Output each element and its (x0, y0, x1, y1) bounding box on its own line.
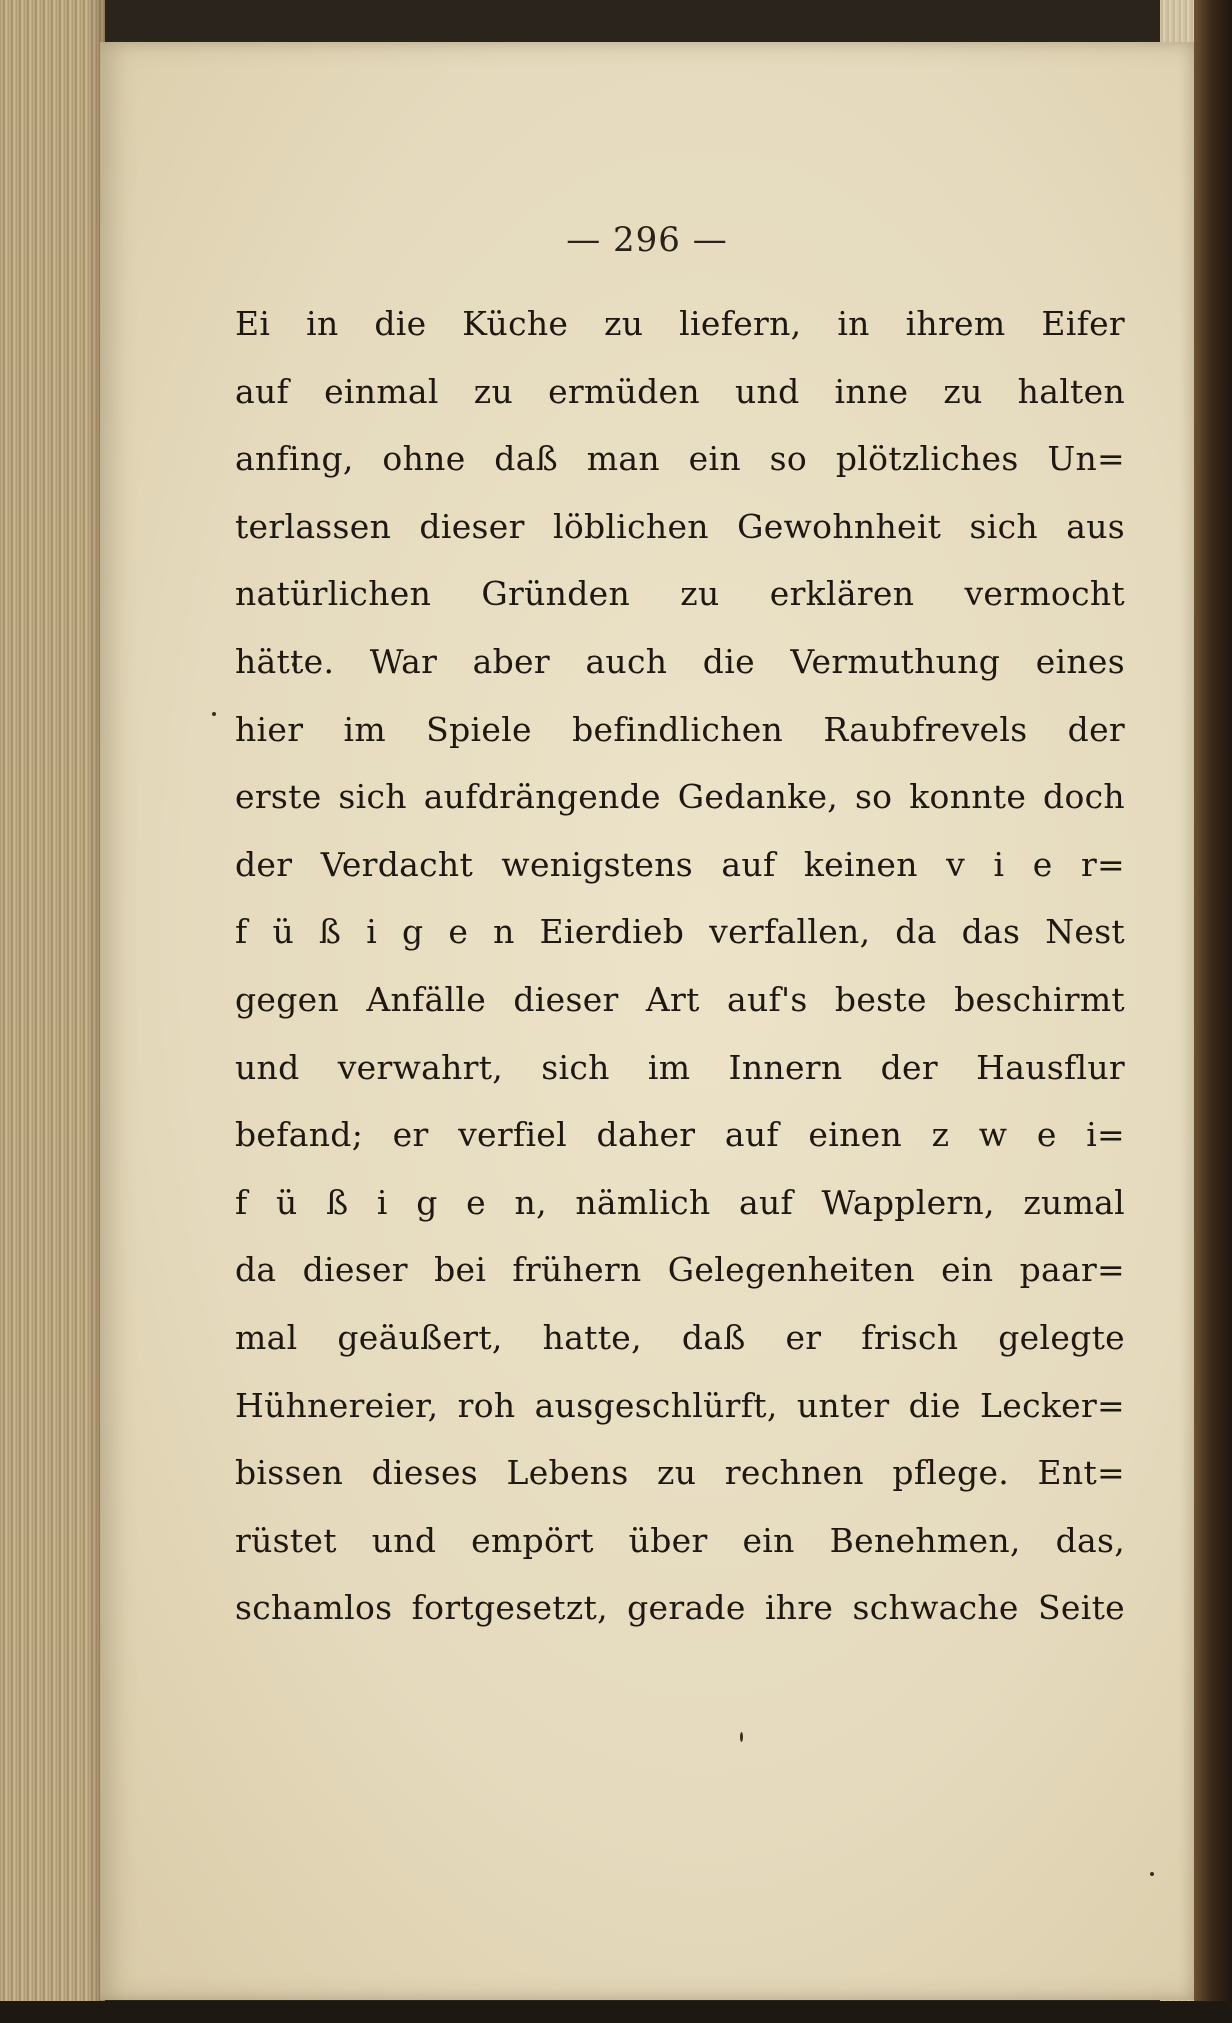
book-edge-bottom (0, 2001, 1232, 2023)
paper-speck (740, 1732, 743, 1742)
text-line: hier im Spiele befindlichen Raubfrevels der (235, 709, 1125, 749)
paper-speck (212, 712, 216, 716)
text-line: der Verdacht wenigstens auf keinen v i e r= (235, 844, 1125, 884)
text-line: erste sich aufdrängende Gedanke, so konnte doch (235, 777, 1125, 817)
text-line: mal geäußert, hatte, daß er frisch gelegte (235, 1317, 1125, 1357)
text-line: rüstet und empört über ein Benehmen, das, (235, 1520, 1125, 1560)
text-line: natürlichen Gründen zu erklären vermocht (235, 574, 1125, 614)
paper-speck (1150, 1872, 1154, 1876)
text-line: anfing, ohne daß man ein so plötzliches Un= (235, 439, 1125, 479)
text-line: gegen Anfälle dieser Art auf's beste beschirmt (235, 979, 1125, 1019)
page-number: — 296 — (566, 220, 728, 260)
text-line: terlassen dieser löblichen Gewohnheit sich aus (235, 506, 1125, 546)
text-line: schamlos fortgesetzt, gerade ihre schwache Seite (235, 1588, 1125, 1628)
text-line: befand; er verfiel daher auf einen z w e i= (235, 1115, 1125, 1155)
text-line: da dieser bei frühern Gelegenheiten ein paar= (235, 1250, 1125, 1290)
text-line: hätte. War aber auch die Vermuthung eines (235, 641, 1125, 681)
book-cover-right (1194, 0, 1232, 2023)
text-line: f ü ß i g e n Eierdieb verfallen, da das Nest (235, 912, 1125, 952)
text-line: bissen dieses Lebens zu rechnen pflege. Ent= (235, 1453, 1125, 1493)
book-edge-left (0, 0, 105, 2023)
body-text (235, 290, 1125, 1642)
text-line: und verwahrt, sich im Innern der Hausflur (235, 1047, 1125, 1087)
text-line: f ü ß i g e n, nämlich auf Wapplern, zumal (235, 1182, 1125, 1222)
text-line: Ei in die Küche zu liefern, in ihrem Eifer (235, 304, 1125, 343)
text-line: auf einmal zu ermüden und inne zu halten (235, 371, 1125, 411)
text-line: Hühnereier, roh ausgeschlürft, unter die Lecker= (235, 1385, 1125, 1425)
